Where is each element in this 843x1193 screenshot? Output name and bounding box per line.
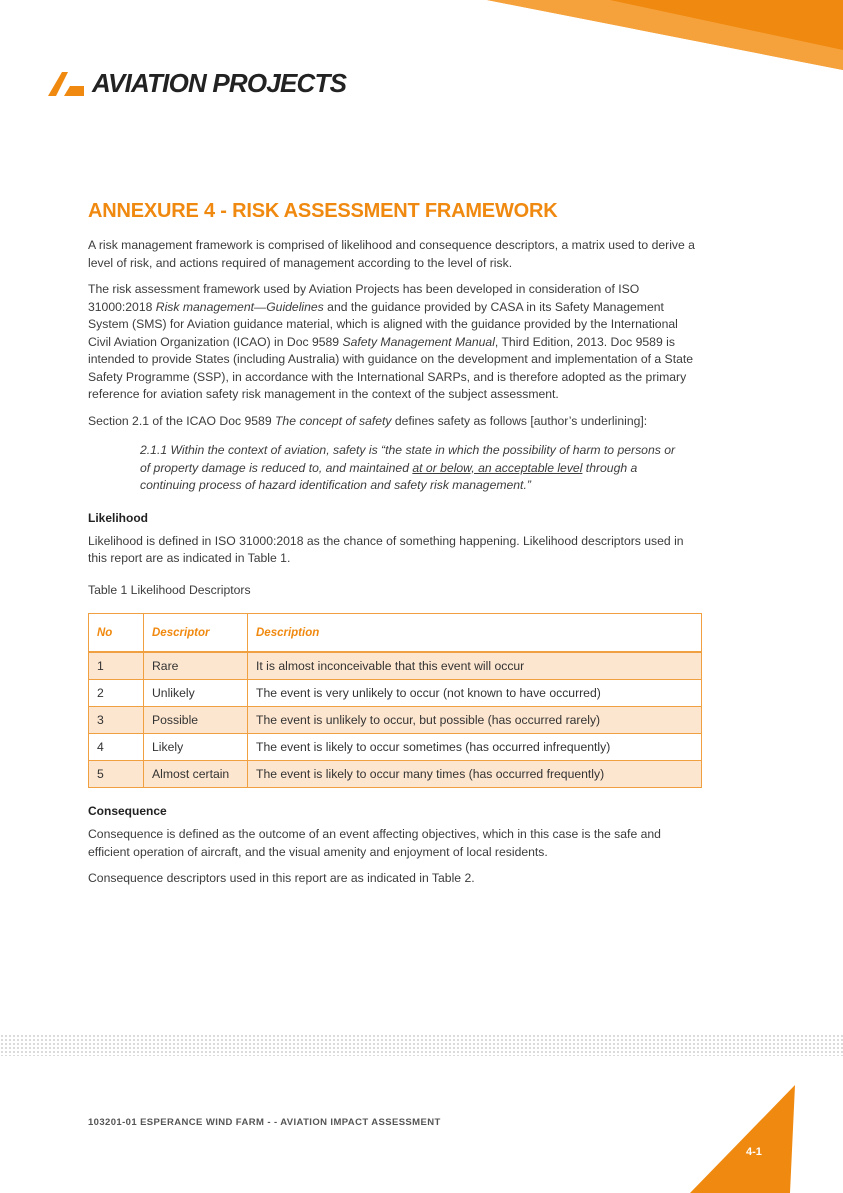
header-description: Description [248, 614, 702, 653]
page-number: 4-1 [746, 1146, 762, 1158]
cell-description: The event is unlikely to occur, but possible (has occurred rarely) [248, 707, 702, 734]
footer-dot-pattern [0, 1034, 843, 1056]
cell-description: The event is likely to occur sometimes (has occurred infrequently) [248, 734, 702, 761]
section-reference-paragraph [88, 413, 698, 431]
logo-text: AVIATION PROJECTS [92, 68, 347, 98]
text-run: , Third Edition, 2013. Doc 9589 is intended to provide States (including Australia) with guidance on the development and implementation of a State Safety Programme (SSP), in accordance with the International SARPs, and is therefore adopted as the primary reference for aviation safety risk management in the context of the subject assessment. [88, 334, 694, 401]
cell-descriptor: Unlikely [144, 680, 248, 707]
cell-description: The event is likely to occur many times (has occurred frequently) [248, 761, 702, 788]
cell-no: 1 [89, 652, 144, 680]
footer-document-reference: 103201-01 ESPERANCE WIND FARM - - AVIATION IMPACT ASSESSMENT [88, 1117, 441, 1128]
cell-no: 2 [89, 680, 144, 707]
table-row [89, 734, 702, 761]
table-row [89, 652, 702, 680]
cell-descriptor: Possible [144, 707, 248, 734]
text-run: 2.1.1 Within the context of aviation, safety is “the state in which the possibility of harm to persons or of property damage is reduced to, and maintained [140, 443, 676, 475]
likelihood-paragraph: Likelihood is defined in ISO 31000:2018 as the chance of something happening. Likelihood descriptors used in this report are as indicated in Table 1. [88, 533, 684, 565]
page-title: ANNEXURE 4 - RISK ASSESSMENT FRAMEWORK [88, 200, 558, 222]
table-row [89, 707, 702, 734]
footer-corner-graphic [690, 1080, 843, 1193]
company-logo [48, 68, 346, 99]
cell-no: 4 [89, 734, 144, 761]
cell-description: The event is very unlikely to occur (not known to have occurred) [248, 680, 702, 707]
cell-descriptor: Rare [144, 652, 248, 680]
intro-paragraph: A risk management framework is comprised of likelihood and consequence descriptors, a matrix used to derive a level of risk, and actions required of management according to the level of risk. [88, 238, 695, 270]
logo-mark-icon [48, 72, 84, 96]
text-run: and the guidance provided by CASA in its Safety Management System (SMS) for Aviation guidance material, which is aligned with the guidance provided by the International Civil Aviation Organization (ICAO) in Doc 9589 [88, 299, 678, 349]
header-descriptor: Descriptor [144, 614, 248, 653]
header-no: No [89, 614, 144, 653]
framework-paragraph [88, 281, 698, 404]
text-run: The risk assessment framework used by Aviation Projects has been developed in consideration of ISO 31000:2018 [88, 282, 640, 314]
italic-run: The concept of safety [274, 413, 392, 428]
underlined-run: at or below, an acceptable level [412, 460, 583, 475]
cell-descriptor: Almost certain [144, 761, 248, 788]
cell-description: It is almost inconceivable that this event will occur [248, 652, 702, 680]
cell-no: 3 [89, 707, 144, 734]
text-run: defines safety as follows [author’s underlining]: [391, 413, 648, 428]
table-header-row [89, 614, 702, 653]
text-run: Section 2.1 of the ICAO Doc 9589 [88, 413, 275, 428]
safety-definition-quote [140, 442, 688, 495]
likelihood-heading: Likelihood [88, 510, 148, 525]
consequence-paragraph: Consequence is defined as the outcome of an event affecting objectives, which in this case is the safe and efficient operation of aircraft, and the visual amenity and enjoyment of local residents. [88, 827, 661, 859]
text-run: through a continuing process of hazard identification and safety risk management.” [140, 460, 638, 492]
consequence-reference-paragraph: Consequence descriptors used in this report are as indicated in Table 2. [88, 871, 475, 885]
consequence-heading: Consequence [88, 804, 167, 818]
italic-run: Risk management—Guidelines [155, 299, 324, 314]
table-caption: Table 1 Likelihood Descriptors [88, 582, 251, 597]
table-row [89, 761, 702, 788]
cell-descriptor: Likely [144, 734, 248, 761]
italic-run: Safety Management Manual [342, 334, 495, 349]
document-body [88, 200, 698, 897]
cell-no: 5 [89, 761, 144, 788]
likelihood-table [88, 613, 702, 788]
table-row [89, 680, 702, 707]
